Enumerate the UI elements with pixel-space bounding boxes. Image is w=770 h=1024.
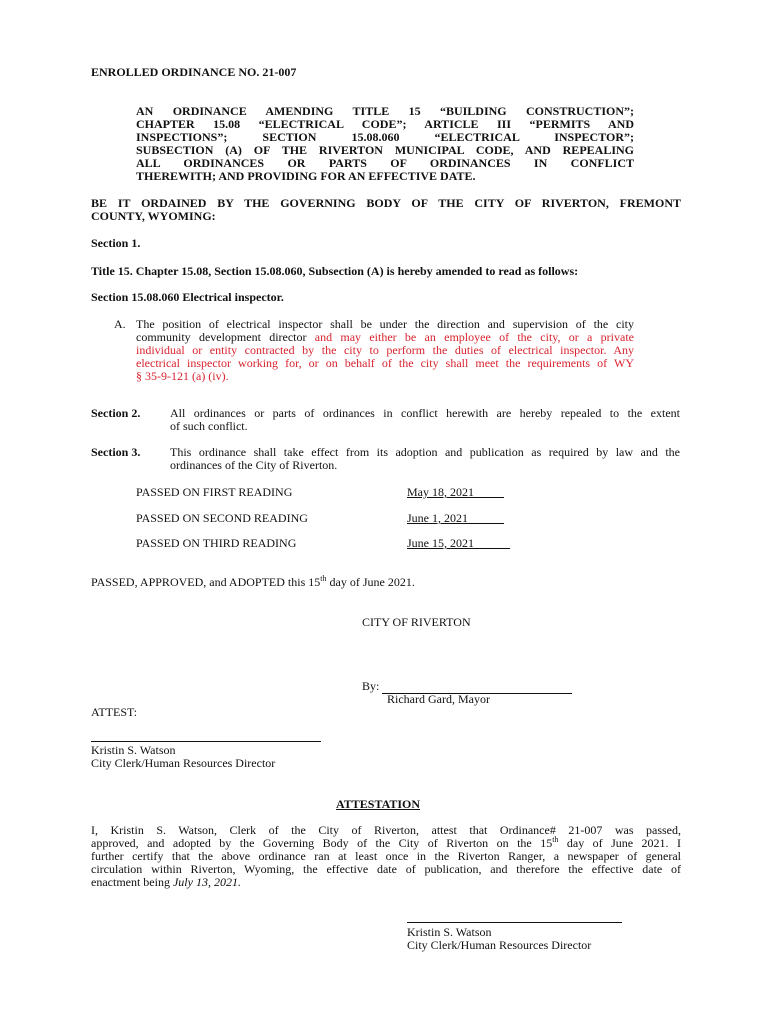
ordinance-number: ENROLLED ORDINANCE NO. 21-007 (91, 65, 297, 79)
enactment-clause: BE IT ORDAINED BY THE GOVERNING BODY OF THE CITY OF RIVERTON, FREMONT COUNTY, WYOMING: (91, 196, 681, 223)
ordinance-title: AN ORDINANCE AMENDING TITLE 15 “BUILDING CONSTRUCTION”; CHAPTER 15.08 “ELECTRICAL CODE”; ARTICLE III “PERMITS AND INSPECTIONS”; SECTION 15.08.060 “ELECTRICAL INSPECTOR”; SUBSECTION (A) OF THE RIVERTON MUNICIPAL CODE, AND REPEALING ALL ORDINANCES OR PARTS OF ORDINANCES IN CONFLICT THEREWITH; AND PROVIDING FOR AN EFFECTIVE DATE. (136, 104, 634, 183)
section-2-label: Section 2. (91, 406, 141, 420)
mayor-name: Richard Gard, Mayor (387, 692, 490, 706)
attest-label: ATTEST: (91, 705, 138, 719)
adoption-statement: PASSED, APPROVED, and ADOPTED this 15th day of June 2021. (91, 574, 415, 589)
city-name: CITY OF RIVERTON (362, 615, 471, 629)
reading-label-third: PASSED ON THIRD READING (136, 536, 297, 550)
amendment-statement: Title 15. Chapter 15.08, Section 15.08.060, Subsection (A) is hereby amended to read as follows: (91, 264, 579, 278)
reading-label-second: PASSED ON SECOND READING (136, 511, 308, 525)
subsection-marker: A. (114, 317, 126, 331)
section-2-text: All ordinances or parts of ordinances in conflict herewith are hereby repealed to the extent of such conflict. (170, 406, 680, 433)
clerk-name: Kristin S. Watson (91, 743, 176, 757)
attestation-signature-line (407, 922, 622, 923)
section-1-heading: Section 1. (91, 236, 141, 250)
attestation-heading: ATTESTATION (336, 797, 421, 811)
reading-date-second: June 1, 2021______ (407, 511, 504, 525)
subsection-heading: Section 15.08.060 Electrical inspector. (91, 290, 284, 304)
section-3-text: This ordinance shall take effect from its adoption and publication as required by law and the ordinances of the City of Riverton. (170, 445, 680, 472)
clerk-title: City Clerk/Human Resources Director (91, 756, 276, 770)
attestation-signer-title: City Clerk/Human Resources Director (407, 938, 592, 952)
clerk-signature-line (91, 741, 321, 742)
reading-date-third: June 15, 2021______ (407, 536, 510, 550)
section-3-label: Section 3. (91, 445, 141, 459)
reading-label-first: PASSED ON FIRST READING (136, 485, 293, 499)
attestation-body: I, Kristin S. Watson, Clerk of the City of Riverton, attest that Ordinance# 21-007 was passed, approved, and adopted by the Governing Body of the City of Riverton on the 15th day of June 2021. I further certify that the above ordinance ran at least once in the Riverton Ranger, a newspaper of general circulation within Riverton, Wyoming, the effective date of publication, and therefore the effective date of enactment being July 13, 2021. (91, 823, 681, 889)
reading-date-first: May 18, 2021_____ (407, 485, 504, 499)
mayor-signature-line: By: (362, 680, 572, 694)
subsection-a-text: The position of electrical inspector shall be under the direction and supervision of the city community development director and may either be an employee of the city, or a private individual or entity contracted by the city to perform the duties of electrical inspector. Any electrical inspector working for, or on behalf of the city shall meet the requirements of WY § 35-9-121 (a) (iv). (136, 317, 634, 383)
attestation-signer-name: Kristin S. Watson (407, 925, 492, 939)
